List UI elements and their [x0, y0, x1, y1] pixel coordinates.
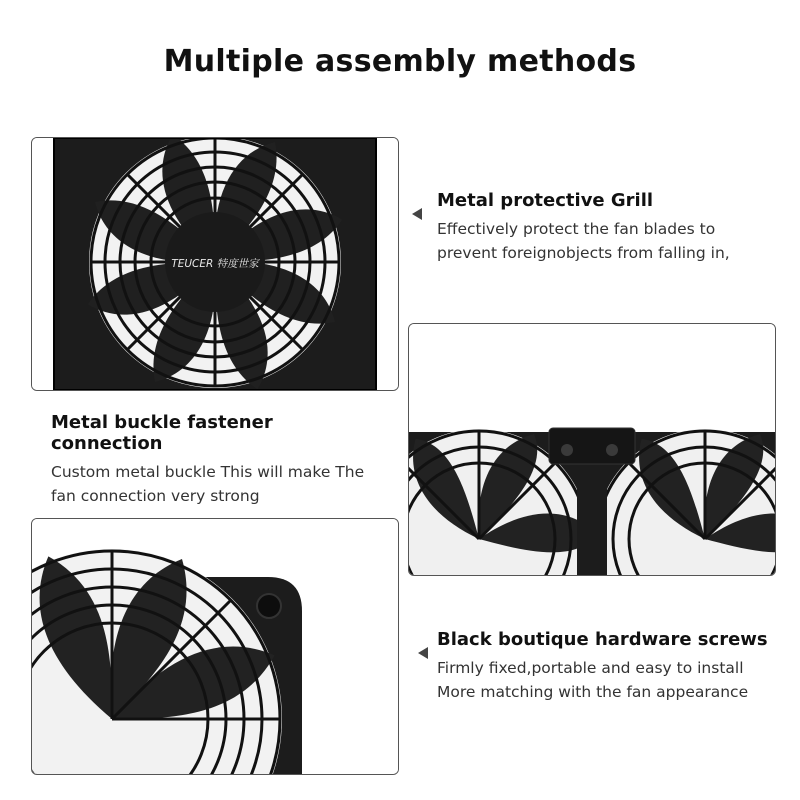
feature-metal-grill — [437, 190, 777, 265]
feature-text-line: prevent foreignobjects from falling in, — [437, 244, 730, 262]
feature-heading: Metal buckle fastener connection — [51, 412, 273, 454]
left-pointer-triangle-icon — [412, 208, 422, 220]
left-pointer-triangle-icon — [418, 647, 428, 659]
hardware-screw — [257, 594, 281, 618]
feature-text-line: Firmly fixed,portable and easy to install — [437, 659, 744, 677]
feature-metal-buckle — [51, 412, 381, 508]
fan-grill-photo — [31, 137, 399, 391]
feature-text-line: fan connection very strong — [51, 487, 260, 505]
fan-buckle-image — [409, 324, 775, 575]
page-title: Multiple assembly methods — [163, 44, 637, 79]
fan-front-image — [32, 138, 398, 390]
fan-corner-image — [32, 519, 398, 774]
fan-screw-photo — [31, 518, 399, 775]
feature-heading: Metal protective Grill — [437, 190, 654, 211]
brand-logo-text: TEUCER 特度世家 — [171, 258, 259, 270]
feature-text-line: Custom metal buckle This will make The — [51, 463, 365, 481]
feature-text-line: Effectively protect the fan blades to — [437, 220, 716, 238]
metal-buckle — [549, 428, 635, 464]
feature-heading: Black boutique hardware screws — [437, 629, 768, 650]
feature-hardware-screws — [437, 629, 787, 704]
feature-text-line: More matching with the fan appearance — [437, 683, 749, 701]
fan-buckle-photo — [408, 323, 776, 576]
